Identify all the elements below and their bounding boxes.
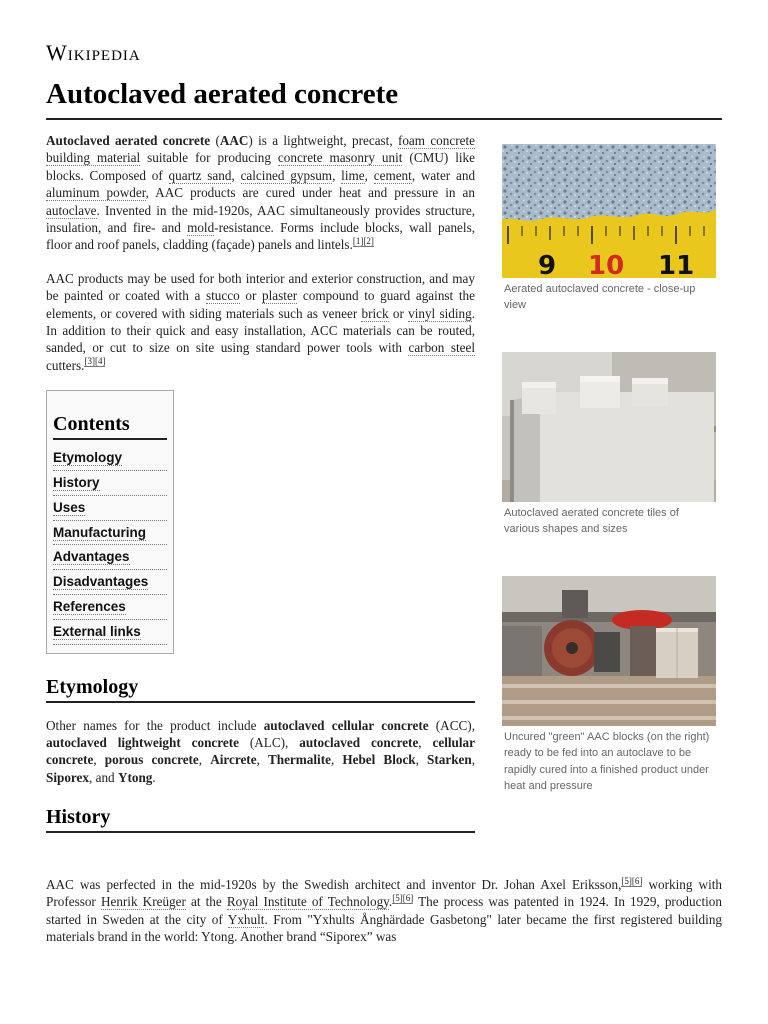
intro-paragraph-1: Autoclaved aerated concrete (AAC) is a lightweight, precast, foam concrete building material suitable for producing concrete masonry unit (CMU) like blocks. Composed of quartz sand, calcined gypsum, lime, cement, water and aluminum powder, AAC products are cured under heat and pressure in an autoclave. Invented in the mid-1920s, AAC simultaneously provides structure, insulation, and fire- and mold-resistance. Forms include blocks, wall panels, floor and roof panels, cladding (façade) panels and lintels.[1][2] bbox=[46, 133, 476, 253]
aac-closeup-image[interactable] bbox=[502, 144, 716, 278]
ref-5[interactable]: [5] bbox=[392, 893, 403, 904]
ref-6[interactable]: [6] bbox=[631, 875, 643, 886]
aac-tiles-image[interactable] bbox=[502, 352, 716, 502]
toc-title: Contents bbox=[53, 413, 167, 440]
figure-caption: Autoclaved aerated concrete tiles of various shapes and sizes bbox=[504, 507, 679, 536]
ref-5[interactable]: [5] bbox=[621, 875, 632, 886]
history-paragraph: AAC was perfected in the mid-1920s by the Swedish architect and inventor Dr. Johan Axel Eriksson,[5][6] working with Professor Henrik Kreüger at the Royal Institute of Technology.[5][6] The process was patented in 1924. In 1929, production started in Sweden at the city of Yxhult. From "Yxhults Ånghärdade Gasbetong" later became the first registered building materials brand in the world: Ytong. Another brand “Siporex” was bbox=[46, 875, 723, 945]
link-henrik-kreuger[interactable]: Henrik Kreüger bbox=[100, 894, 186, 910]
wikipedia-wordmark[interactable]: Wikipedia bbox=[46, 40, 141, 65]
ref-6[interactable]: [6] bbox=[402, 893, 414, 904]
link-concrete-masonry-unit[interactable]: concrete masonry unit bbox=[277, 150, 403, 166]
ref-2[interactable]: [2] bbox=[363, 236, 374, 247]
link-plaster[interactable]: plaster bbox=[262, 288, 298, 304]
ref-1[interactable]: [1] bbox=[352, 236, 364, 247]
page-title: Autoclaved aerated concrete bbox=[46, 74, 722, 120]
toc-item-advantages[interactable]: Advantages bbox=[53, 545, 167, 570]
intro-paragraph-2: AAC products may be used for both interior and exterior construction, and may be painted or coated with a stucco or plaster compound to guard against the elements, or covered with siding materials such as veneer brick or vinyl siding. In addition to their quick and easy installation, ACC materials can be routed, sanded, or cut to size on site using standard power tools with carbon steel cutters.[3][4] bbox=[46, 270, 476, 373]
ref-4[interactable]: [4] bbox=[94, 356, 106, 367]
link-aluminum-powder[interactable]: aluminum powder bbox=[46, 185, 146, 201]
toc-item-uses[interactable]: Uses bbox=[53, 496, 167, 521]
link-cement[interactable]: cement bbox=[373, 167, 412, 183]
link-stucco[interactable]: stucco bbox=[206, 288, 240, 304]
section-heading-etymology: Etymology bbox=[46, 676, 475, 703]
term-bold: Autoclaved aerated concrete bbox=[46, 133, 211, 148]
link-calcined-gypsum[interactable]: calcined gypsum bbox=[240, 167, 333, 183]
link-quartz-sand[interactable]: quartz sand bbox=[168, 167, 232, 183]
toc-item-etymology[interactable]: Etymology bbox=[53, 446, 167, 471]
link-lime[interactable]: lime bbox=[341, 167, 365, 183]
table-of-contents bbox=[46, 390, 174, 653]
link-building-material[interactable]: building material bbox=[46, 150, 141, 166]
section-heading-history: History bbox=[46, 806, 475, 833]
link-vinyl-siding[interactable]: vinyl siding bbox=[408, 305, 472, 321]
etymology-paragraph: Other names for the product include autoclaved cellular concrete (ACC), autoclaved lightweight concrete (ALC), autoclaved concrete, cellular concrete, porous concrete, Aircrete, Thermalite, Hebel Block, Starken, Siporex, and Ytong. bbox=[46, 717, 476, 785]
ruler-label-11: 11 bbox=[658, 251, 695, 278]
link-mold[interactable]: mold bbox=[187, 220, 215, 236]
toc-item-disadvantages[interactable]: Disadvantages bbox=[53, 570, 167, 595]
link-yxhult[interactable]: Yxhult bbox=[227, 911, 265, 927]
link-autoclave[interactable]: autoclave bbox=[46, 202, 97, 218]
term-abbrev: AAC bbox=[219, 133, 249, 148]
link-carbon-steel[interactable]: carbon steel bbox=[408, 340, 476, 356]
ref-3[interactable]: [3] bbox=[84, 356, 95, 367]
ruler-label-9: 9 bbox=[538, 251, 557, 278]
article-body bbox=[46, 132, 475, 833]
autoclave-image[interactable] bbox=[502, 576, 716, 726]
figure-tiles bbox=[502, 352, 716, 538]
link-foam-concrete[interactable]: foam concrete bbox=[397, 133, 475, 148]
toc-item-references[interactable]: References bbox=[53, 595, 167, 620]
link-royal-institute-of-technology[interactable]: Royal Institute of Technology bbox=[226, 894, 389, 910]
ruler-label-10: 10 bbox=[588, 251, 625, 278]
figure-caption: Uncured "green" AAC blocks (on the right) ready to be fed into an autoclave to be rapidly cured into a finished product under heat and pressure bbox=[504, 731, 710, 793]
toc-item-external-links[interactable]: External links bbox=[53, 620, 167, 645]
toc-item-manufacturing[interactable]: Manufacturing bbox=[53, 521, 167, 546]
figure-caption: Aerated autoclaved concrete - close-up view bbox=[504, 283, 696, 312]
toc-item-history[interactable]: History bbox=[53, 471, 167, 496]
figure-closeup bbox=[502, 144, 716, 314]
link-brick[interactable]: brick bbox=[361, 305, 389, 321]
figure-autoclave bbox=[502, 576, 716, 795]
